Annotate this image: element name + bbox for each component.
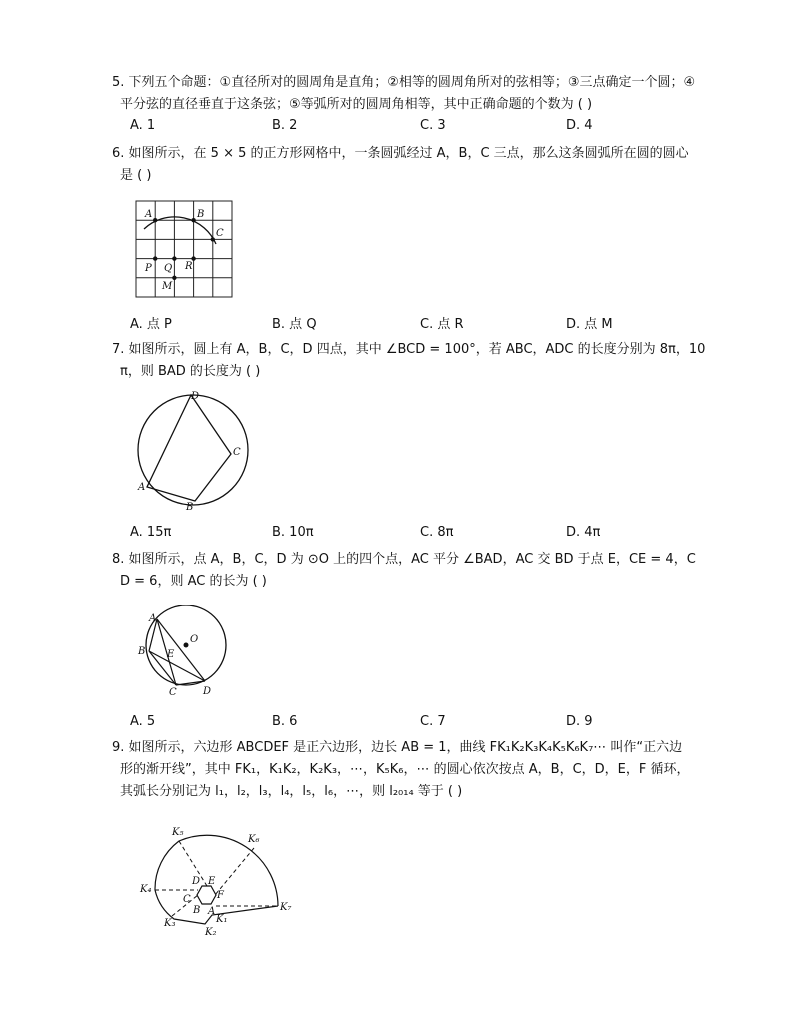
question-7-options	[130, 525, 740, 545]
label-c: C	[233, 447, 241, 458]
label-a: A	[145, 209, 153, 220]
option-a[interactable]: A. 15π	[130, 525, 172, 540]
option-c[interactable]: C. 3	[420, 118, 446, 133]
point-q-dot	[172, 256, 176, 260]
option-c[interactable]: C. 点 R	[420, 317, 464, 332]
option-c[interactable]: C. 8π	[420, 525, 454, 540]
label-e: E	[167, 649, 175, 660]
question-6	[112, 143, 732, 187]
question-8-line-1: 8. 如图所示，点 A，B，C，D 为 ⊙O 上的四个点，AC 平分 ∠BAD，AC 交 BD 于点 E，CE = 4，C	[112, 552, 696, 567]
label-d: D	[192, 876, 201, 887]
label-f: F	[217, 890, 224, 901]
center-o-dot	[184, 643, 189, 648]
question-9-line-3: 其弧长分别记为 l₁，l₂，l₃，l₄，l₅，l₆，⋯，则 l₂₀₁₄ 等于 ( )	[120, 784, 463, 799]
label-c: C	[216, 228, 224, 239]
label-a: A	[149, 613, 157, 624]
question-7-line-2: π，则 BAD 的长度为 ( )	[120, 364, 261, 379]
label-k7: K₇	[280, 902, 292, 913]
option-b[interactable]: B. 2	[272, 118, 298, 133]
point-p-dot	[153, 256, 157, 260]
point-a-dot	[153, 218, 157, 222]
option-b[interactable]: B. 10π	[272, 525, 314, 540]
circle	[138, 395, 248, 505]
question-6-line-2: 是 ( )	[120, 168, 152, 183]
label-b: B	[186, 502, 194, 513]
question-8	[112, 549, 732, 593]
figure-hexagon-involute	[132, 822, 304, 940]
point-c-dot	[211, 237, 215, 241]
point-b-dot	[191, 218, 195, 222]
label-e: E	[208, 876, 216, 887]
quadrilateral	[147, 395, 231, 501]
option-a[interactable]: A. 点 P	[130, 317, 172, 332]
label-k6: K₆	[248, 834, 260, 845]
option-a[interactable]: A. 1	[130, 118, 156, 133]
option-c[interactable]: C. 7	[420, 714, 446, 729]
segments	[149, 619, 205, 685]
construction-lines	[155, 841, 278, 916]
question-9-line-1: 9. 如图所示，六边形 ABCDEF 是正六边形，边长 AB = 1，曲线 FK₁K₂K₃K₄K₅K₆K₇⋯ 叫作“正六边	[112, 740, 683, 755]
option-b[interactable]: B. 点 Q	[272, 317, 317, 332]
label-p: P	[145, 263, 152, 274]
figure-cyclic-quad	[130, 388, 250, 514]
label-k4: K₄	[140, 884, 152, 895]
question-8-options	[130, 714, 740, 734]
question-9-line-2: 形的渐开线”，其中 FK₁，K₁K₂，K₂K₃，⋯，K₅K₆，⋯ 的圆心依次按点 A，B，C，D，E，F 循环，	[120, 762, 690, 777]
label-b: B	[197, 209, 205, 220]
question-5-line-1: 5. 下列五个命题：①直径所对的圆周角是直角；②相等的圆周角所对的弦相等；③三点确定一个圆；④	[112, 75, 696, 90]
question-7-line-1: 7. 如图所示，圆上有 A，B，C，D 四点，其中 ∠BCD = 100°，若 ABC，ADC 的长度分别为 8π，10	[112, 342, 706, 357]
option-b[interactable]: B. 6	[272, 714, 298, 729]
label-k5: K₅	[172, 827, 184, 838]
label-m: M	[162, 281, 173, 292]
option-d[interactable]: D. 4π	[566, 525, 601, 540]
label-b: B	[193, 905, 201, 916]
label-b: B	[138, 646, 146, 657]
figure-grid-arc	[130, 196, 240, 300]
hexagon	[197, 886, 216, 904]
question-8-line-2: D = 6，则 AC 的长为 ( )	[120, 574, 267, 589]
label-k3: K₃	[164, 918, 176, 929]
label-c: C	[183, 894, 191, 905]
option-d[interactable]: D. 点 M	[566, 317, 613, 332]
label-d: D	[203, 686, 212, 697]
label-a: A	[138, 482, 146, 493]
label-c: C	[169, 687, 177, 698]
label-q: Q	[164, 263, 173, 274]
point-m-dot	[172, 276, 176, 280]
question-5-line-2: 平分弦的直径垂直于这条弦；⑤等弧所对的圆周角相等，其中正确命题的个数为 ( )	[120, 97, 593, 112]
label-k1: K₁	[216, 914, 228, 925]
label-k2: K₂	[205, 927, 217, 938]
label-r: R	[185, 261, 193, 272]
label-d: D	[191, 391, 200, 402]
question-5-options	[130, 118, 740, 138]
question-7	[112, 339, 732, 383]
label-o: O	[190, 634, 199, 645]
question-5	[112, 72, 732, 116]
question-6-line-1: 6. 如图所示，在 5 × 5 的正方形网格中，一条圆弧经过 A，B，C 三点，那么这条圆弧所在圆的圆心	[112, 146, 689, 161]
label-a: A	[208, 906, 216, 917]
option-d[interactable]: D. 4	[566, 118, 593, 133]
option-d[interactable]: D. 9	[566, 714, 593, 729]
question-9	[112, 737, 732, 803]
involute-curve	[155, 835, 278, 924]
figure-circle-o	[130, 605, 240, 701]
question-6-options	[130, 313, 740, 333]
option-a[interactable]: A. 5	[130, 714, 156, 729]
